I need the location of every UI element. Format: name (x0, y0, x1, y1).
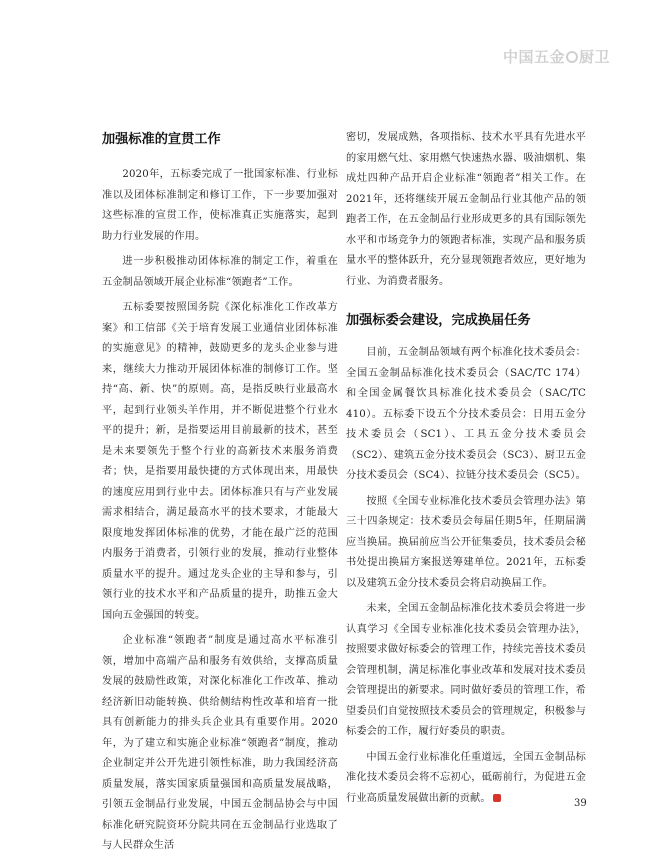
body-paragraph: 目前，五金制品领域有两个标准化技术委员会：全国五金制品标准化技术委员会（SAC/TC 174）和全国金属餐饮具标准化技术委员会（SAC/TC 410）。五标委下设五个分技术委员会：日用五金分技术委员会（SC1）、工具五金分技术委员会（SC2）、建筑五金分技术委员会（SC3）、厨卫五金分技术委员会（SC4）、拉链分技术委员会（SC5）。 (346, 347, 586, 481)
body-paragraph-final (346, 748, 586, 810)
body-paragraph: 2020年，五标委完成了一批国家标准、行业标准以及团体标准制定和修订工作，下一步要加强对这些标准的宣贯工作，使标准真正实施落实，起到助力行业发展的作用。 (102, 169, 338, 242)
page-number: 39 (574, 798, 587, 809)
body-paragraph: 进一步积极推动团体标准的制定工作，着重在五金制品领域开展企业标准“领跑者”工作。 (102, 256, 338, 288)
magazine-masthead (503, 46, 610, 67)
masthead-text: 中国五金 (502, 48, 565, 66)
masthead-logo-icon (566, 51, 578, 63)
right-column (346, 128, 586, 814)
article-end-icon (493, 794, 501, 802)
continued-paragraph: 密切，发展成熟，各项指标、技术水平具有先进水平的家用燃气灶、家用燃气快速热水器、吸油烟机、集成灶四种产品开启企业标准“领跑者”相关工作。在2021年，还将继续开展五金制品行业其他产品的领跑者工作，在五金制品行业形成更多的具有国际领先水平和市场竞争力的领跑者标准，实现产品和服务质量水平的整体跃升，充分显现领跑者效应，更好地为行业、为消费者服务。 (346, 132, 586, 287)
left-column (102, 128, 338, 862)
section-heading-committee: 加强标委会建设，完成换届任务 (346, 313, 531, 328)
body-paragraph: 未来，全国五金制品标准化技术委员会将进一步认真学习《全国专业标准化技术委员会管理办法》，按照要求做好标委会的管理工作，持续完善技术委员会管理机制，满足标准化事业改革和发展对技术委员会管理提出的新要求。同时做好委员的管理工作，希望委员们自觉按照技术委员会的管理规定，积极参与标委会的工作，履行好委员的职责。 (346, 603, 586, 737)
final-paragraph-text: 中国五金行业标准化任重道远，全国五金制品标准化技术委员会将不忘初心，砥砺前行，为促进五金行业高质量发展做出新的贡献。 (346, 751, 586, 804)
body-paragraph: 按照《全国专业标准化技术委员会管理办法》第三十四条规定：技术委员会每届任期5年，任期届满应当换届。换届前应当公开征集委员，技术委员会秘书处提出换届方案报送筹建单位。2021年，五标委以及建筑五金分技术委员会将启动换届工作。 (346, 495, 586, 589)
section-heading-publicity: 加强标准的宣贯工作 (102, 132, 221, 147)
body-paragraph: 五标委要按照国务院《深化标准化工作改革方案》和工信部《关于培育发展工业通信业团体标准的实施意见》的精神，鼓励更多的龙头企业参与进来，继续大力推动开展团体标准的制修订工作。坚持“高、新、快”的原则。高，是指反映行业最高水平，起到行业领头羊作用，并不断促进整个行业水平的提升；新，是指要运用目前最新的技术，甚至是未来要领先于整个行业的高新技术来服务消费者；快，是指要用最快捷的方式体现出来，用最快的速度应用到行业中去。团体标准只有与产业发展需求相结合，满足最高水平的技术要求，才能最大限度地发挥团体标准的优势，才能在最广泛的范围内服务于消费者，引领行业的发展，推动行业整体质量水平的提升。通过龙头企业的主导和参与，引领行业的技术水平和产品质量的提升，助推五金大国向五金强国的转变。 (102, 302, 338, 621)
masthead-text-b: 厨卫 (578, 48, 610, 66)
body-paragraph: 企业标准“领跑者”制度是通过高水平标准引领，增加中高端产品和服务有效供给，支撑高质量发展的鼓励性政策，对深化标准化工作改革、推动经济新旧动能转换、供给侧结构性改革和培育一批具有创新能力的排头兵企业具有重要作用。2020年，为了建立和实施企业标准“领跑者”制度，推动企业制定并公开先进引领性标准，助力我国经济高质量发展，落实国家质量强国和高质量发展战略，引领五金制品行业发展，中国五金制品协会与中国标准化研究院资环分院共同在五金制品行业选取了与人民群众生活 (102, 635, 338, 851)
